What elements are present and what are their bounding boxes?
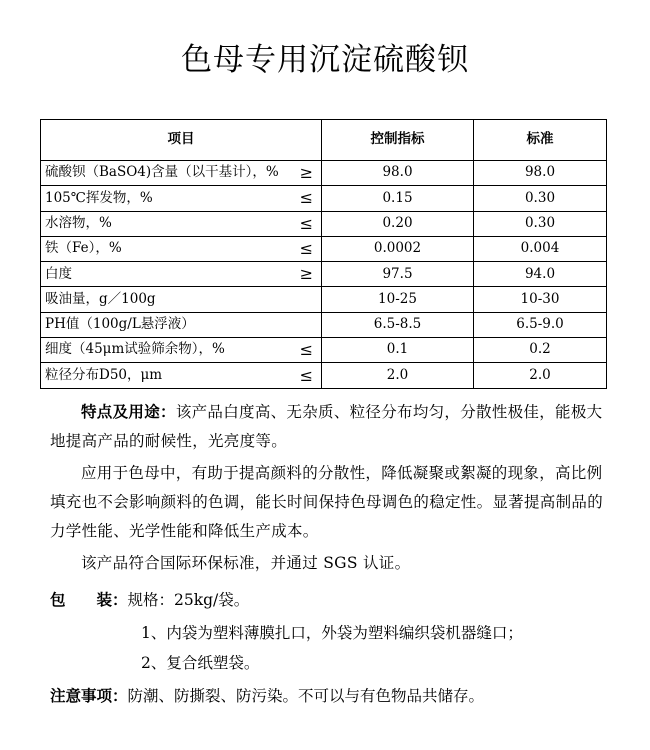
comparison-operator: ≤ xyxy=(299,213,313,233)
standard-value: 94.0 xyxy=(474,262,607,287)
table-row xyxy=(41,363,607,388)
control-value: 6.5-8.5 xyxy=(322,312,474,337)
packaging-item-1: 1、内袋为塑料薄膜扎口，外袋为塑料编织袋机器缝口； xyxy=(141,624,523,642)
item-label: 白度 xyxy=(45,265,72,282)
comparison-operator: ≤ xyxy=(299,340,313,360)
packaging-label: 包 装： xyxy=(50,591,128,609)
control-value: 98.0 xyxy=(322,161,474,186)
document-title: 色母专用沉淀硫酸钡 xyxy=(181,42,469,78)
item-cell xyxy=(41,161,322,186)
table-row xyxy=(41,236,607,261)
table-row xyxy=(41,287,607,312)
comparison-operator: ≤ xyxy=(299,239,313,259)
packaging-item-2: 2、复合纸塑袋。 xyxy=(141,654,260,672)
table-row xyxy=(41,161,607,186)
control-value: 97.5 xyxy=(322,262,474,287)
control-value: 0.15 xyxy=(322,186,474,211)
packaging-spec: 规格：25kg/袋。 xyxy=(127,591,250,609)
item-label: 铁（Fe），% xyxy=(45,240,122,257)
packaging-line xyxy=(50,588,249,610)
item-label: 105℃挥发物，% xyxy=(45,189,153,206)
features-section xyxy=(50,398,605,578)
item-cell xyxy=(41,287,322,312)
standard-value: 2.0 xyxy=(474,363,607,388)
item-cell xyxy=(41,338,322,363)
table-row xyxy=(41,186,607,211)
header-item: 项目 xyxy=(41,120,322,161)
item-label: 细度（45μm试验筛余物），% xyxy=(45,341,225,358)
table-header-row xyxy=(41,120,607,161)
certification-paragraph: 该产品符合国际环保标准，并通过 SGS 认证。 xyxy=(81,554,411,572)
notes-line xyxy=(50,684,484,706)
features-label: 特点及用途： xyxy=(81,403,176,421)
comparison-operator: ≥ xyxy=(299,163,313,183)
control-value: 0.0002 xyxy=(322,236,474,261)
standard-value: 0.30 xyxy=(474,211,607,236)
item-label: 水溶物，% xyxy=(45,214,112,231)
standard-value: 6.5-9.0 xyxy=(474,312,607,337)
comparison-operator: ≥ xyxy=(299,264,313,284)
control-value: 0.20 xyxy=(322,211,474,236)
standard-value: 0.2 xyxy=(474,338,607,363)
standard-value: 10-30 xyxy=(474,287,607,312)
features-text: 该产品白度高、无杂质、粒径分布均匀，分散性极佳，能极大地提高产品的耐候性，光亮度等。 xyxy=(50,403,603,450)
item-cell xyxy=(41,211,322,236)
table-row xyxy=(41,312,607,337)
item-cell xyxy=(41,262,322,287)
table-row xyxy=(41,262,607,287)
header-control: 控制指标 xyxy=(322,120,474,161)
control-value: 0.1 xyxy=(322,338,474,363)
standard-value: 98.0 xyxy=(474,161,607,186)
item-cell xyxy=(41,186,322,211)
item-label: 粒径分布D50，μm xyxy=(45,366,163,383)
standard-value: 0.30 xyxy=(474,186,607,211)
item-label: 硫酸钡（BaSO4)含量（以干基计），% xyxy=(45,164,279,181)
control-value: 2.0 xyxy=(322,363,474,388)
item-cell xyxy=(41,363,322,388)
features-paragraph xyxy=(50,398,605,456)
item-label: 吸油量，g／100g xyxy=(45,290,156,307)
table-row xyxy=(41,211,607,236)
standard-value: 0.004 xyxy=(474,236,607,261)
item-label: PH值（100g/L悬浮液） xyxy=(45,316,195,333)
comparison-operator: ≤ xyxy=(299,188,313,208)
header-standard: 标准 xyxy=(474,120,607,161)
item-cell xyxy=(41,312,322,337)
control-value: 10-25 xyxy=(322,287,474,312)
notes-text: 防潮、防撕裂、防污染。不可以与有色物品共储存。 xyxy=(127,687,485,705)
application-paragraph: 应用于色母中，有助于提高颜料的分散性，降低凝聚或絮凝的现象，高比例填充也不会影响颜料的色调，能长时间保持色母调色的稳定性。显著提高制品的力学性能、光学性能和降低生产成本。 xyxy=(50,464,604,540)
table-row xyxy=(41,338,607,363)
item-cell xyxy=(41,236,322,261)
spec-table xyxy=(40,119,607,389)
comparison-operator: ≤ xyxy=(299,365,313,385)
notes-label: 注意事项： xyxy=(50,687,128,705)
